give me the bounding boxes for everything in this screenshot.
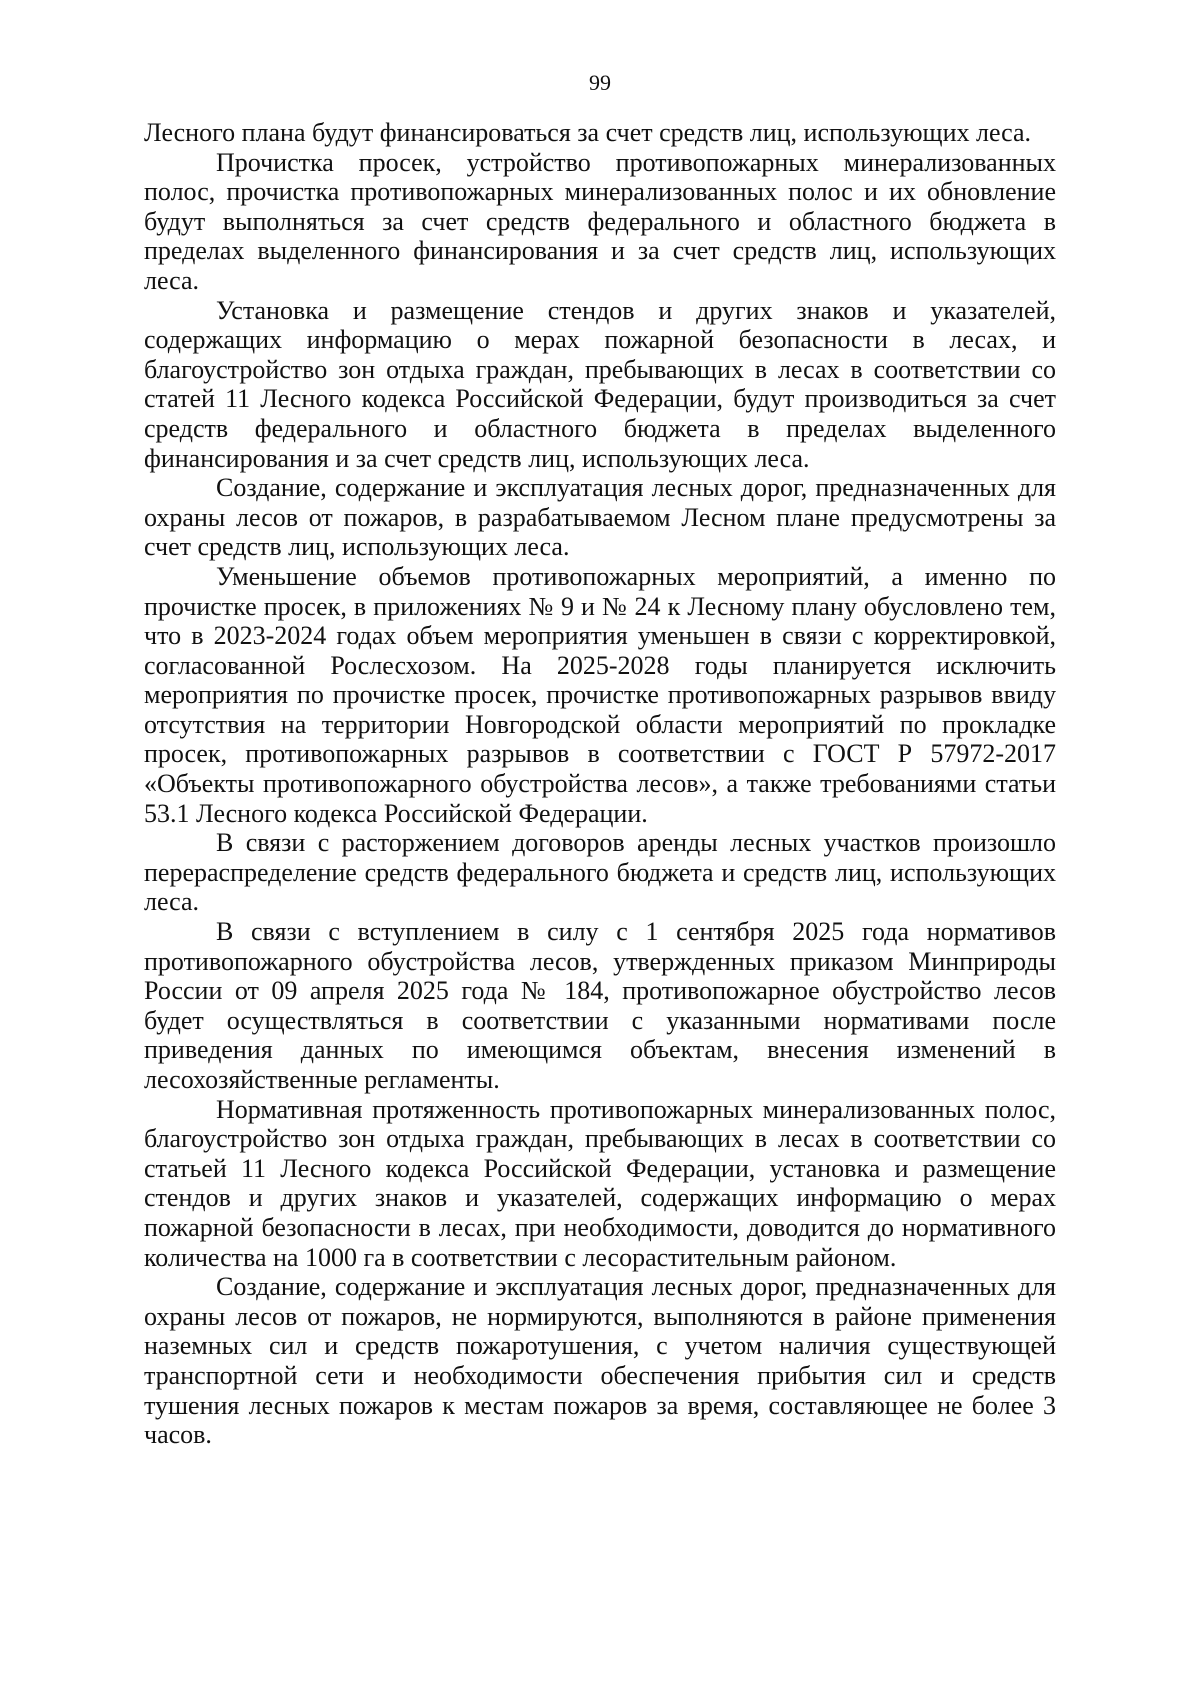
paragraph-stands-signs: Установка и размещение стендов и других знаков и указателей, содержащих информацию о мерах пожарной безопасности в лесах, и благоустройство зон отдыха граждан, пребывающих в лесах в соответствии со статей 11 Лесного кодекса Российской Федерации, будут производиться за счет средств федерального и областного бюджета в пределах выделенного финансирования и за счет средств лиц, использующих леса. (144, 295, 1056, 473)
paragraph-reduction-measures: Уменьшение объемов противопожарных мероприятий, а именно по прочистке просек, в приложениях № 9 и № 24 к Лесному плану обусловлено тем, что в 2023-2024 годах объем мероприятия уменьшен в связи с корректировкой, согласованной Рослесхозом. На 2025-2028 годы планируется исключить мероприятия по прочистке просек, прочистке противопожарных разрывов ввиду отсутствия на территории Новгородской области мероприятий по прокладке просек, противопожарных разрывов в соответствии с ГОСТ Р 57972-2017 «Объекты противопожарного обустройства лесов», а также требованиями статьи 53.1 Лесного кодекса Российской Федерации. (144, 561, 1056, 828)
paragraph-forest-roads: Создание, содержание и эксплуатация лесных дорог, предназначенных для охраны лесов от пожаров, в разрабатываемом Лесном плане предусмотрены за счет средств лиц, использующих леса. (144, 473, 1056, 562)
paragraph-new-standards: В связи с вступлением в силу с 1 сентября 2025 года нормативов противопожарного обустройства лесов, утвержденных приказом Минприроды России от 09 апреля 2025 года № 184, противопожарное обустройство лесов будет осуществляться в соответствии с указанными нормативами после приведения данных по имеющимся объектам, внесения изменений в лесохозяйственные регламенты. (144, 917, 1056, 1094)
paragraph-lease-termination: В связи с расторжением договоров аренды лесных участков произошло перераспределение средств федерального бюджета и средств лиц, использующих леса. (144, 828, 1056, 917)
paragraph-continuation: Лесного плана будут финансироваться за счет средств лиц, использующих леса. (144, 118, 1032, 147)
document-body (144, 118, 1056, 1450)
page-number: 99 (589, 70, 611, 95)
paragraph-normative-length: Нормативная протяженность противопожарных минерализованных полос, благоустройство зон отдыха граждан, пребывающих в лесах в соответствии со статьей 11 Лесного кодекса Российской Федерации, установка и размещение стендов и других знаков и указателей, содержащих информацию о мерах пожарной безопасности в лесах, при необходимости, доводится до нормативного количества на 1000 га в соответствии с лесорастительным районом. (144, 1094, 1056, 1272)
paragraph-road-creation: Создание, содержание и эксплуатация лесных дорог, предназначенных для охраны лесов от пожаров, не нормируются, выполняются в районе применения наземных сил и средств пожаротушения, с учетом наличия существующей транспортной сети и необходимости обеспечения прибытия сил и средств тушения лесных пожаров к местам пожаров за время, составляющее не более 3 часов. (144, 1272, 1056, 1450)
paragraph-clearing-funding: Прочистка просек, устройство противопожарных минерализованных полос, прочистка противопожарных минерализованных полос и их обновление будут выполняться за счет средств федерального и областного бюджета в пределах выделенного финансирования и за счет средств лиц, использующих леса. (144, 147, 1056, 295)
